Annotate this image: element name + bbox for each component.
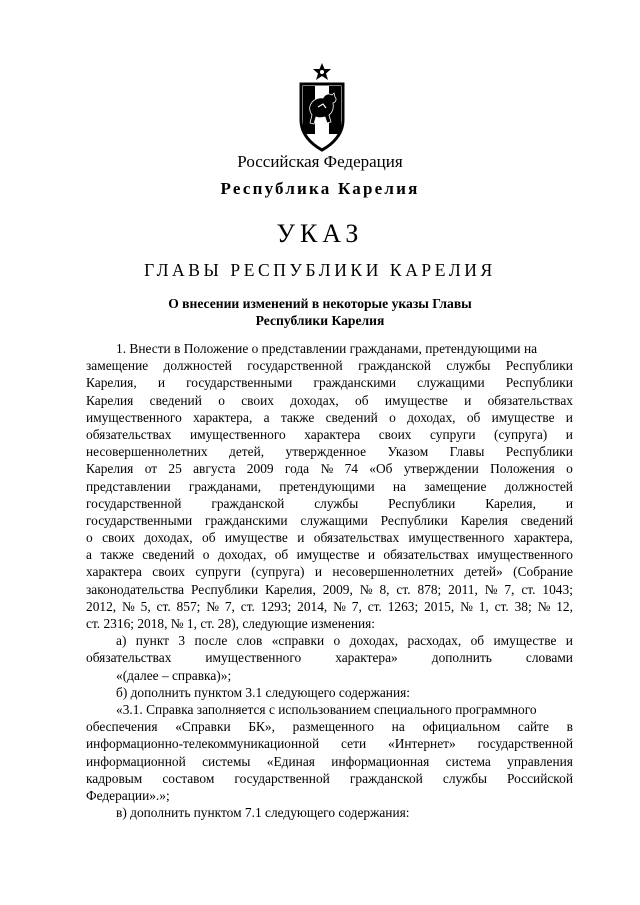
country-name: Российская Федерация <box>237 152 403 171</box>
body-word: своих <box>152 564 185 580</box>
body-word: государственной <box>477 736 573 752</box>
body-word: «(далее – справка)»; <box>116 667 232 683</box>
body-word: характера» <box>335 650 398 666</box>
body-line <box>86 563 573 580</box>
body-word: Карелия, <box>485 495 536 511</box>
body-word: Республики <box>191 581 259 597</box>
body-word: 2009 <box>246 461 274 477</box>
body-word: 857; <box>176 598 201 614</box>
body-line <box>86 460 573 477</box>
body-line <box>86 718 573 735</box>
body-word: детей, <box>229 444 265 460</box>
body-word: «Единая <box>266 753 315 769</box>
body-word: супруги <box>195 564 241 580</box>
body-word: официальном <box>422 719 501 735</box>
body-word: обязательствах <box>383 547 469 563</box>
body-word: Положения <box>490 461 555 477</box>
body-word: и <box>367 547 376 563</box>
body-word: ст. <box>156 598 171 614</box>
body-word: об <box>466 409 481 425</box>
body-word: имуществе <box>384 392 448 408</box>
body-line <box>86 615 573 632</box>
body-word: гражданскими <box>205 512 288 528</box>
body-word: Карелия, <box>265 581 316 597</box>
body-word: службы <box>446 358 491 374</box>
body-word: № <box>122 598 135 614</box>
body-word: Республики <box>380 512 448 528</box>
body-word: об <box>274 547 289 563</box>
body-word: года <box>284 461 310 477</box>
body-word: 25 <box>168 461 182 477</box>
body-word: должностей <box>504 478 573 494</box>
body-word: № <box>359 581 373 597</box>
body-word: характера, <box>513 530 573 546</box>
body-word: государственными <box>186 375 293 391</box>
body-word: № <box>320 461 334 477</box>
body-word: также <box>280 409 315 425</box>
body-line <box>86 667 573 684</box>
body-word: гражданами, <box>188 478 262 494</box>
body-word: кадровым <box>86 770 143 786</box>
body-word: 2009, <box>322 581 353 597</box>
body-word: доходах, <box>349 633 399 649</box>
body-word: супруги <box>429 426 476 442</box>
body-word: и <box>297 530 305 546</box>
body-word: несовершеннолетних <box>332 564 454 580</box>
body-line <box>86 804 573 821</box>
body-word: № <box>484 581 498 597</box>
body-word: государственными <box>86 512 193 528</box>
body-word: 5, <box>140 598 151 614</box>
body-word: (супруга) <box>494 426 548 442</box>
body-word: на <box>391 719 405 735</box>
body-word: и <box>314 564 322 580</box>
body-word: августа <box>193 461 236 477</box>
body-word: 7, <box>504 581 515 597</box>
body-word: Главы <box>449 444 485 460</box>
body-word: 1293; <box>260 598 292 614</box>
issuer-title: ГЛАВЫ РЕСПУБЛИКИ КАРЕЛИЯ <box>144 260 496 280</box>
body-word: о <box>202 547 210 563</box>
body-word: замещение <box>86 358 149 374</box>
body-line <box>86 443 573 460</box>
body-line <box>86 753 573 770</box>
body-word: ст. <box>396 581 411 597</box>
body-word: сайте <box>517 719 549 735</box>
body-word: сведений <box>149 392 202 408</box>
body-word: о <box>333 633 341 649</box>
body-word: управления <box>507 753 573 769</box>
body-word: «Интернет» <box>388 736 456 752</box>
body-line <box>86 478 573 495</box>
body-word: № <box>333 598 346 614</box>
body-line <box>86 357 573 374</box>
body-word: о <box>566 461 573 477</box>
body-line <box>86 787 573 804</box>
body-word: обеспечения <box>86 719 158 735</box>
document-subject <box>0 295 640 329</box>
body-word: Федерации».»; <box>86 787 170 803</box>
body-word: Республики <box>505 444 573 460</box>
body-word: доходах, <box>407 409 456 425</box>
body-line <box>86 392 573 409</box>
body-word: б) дополнить пунктом 3.1 следующего содержания: <box>116 684 410 700</box>
body-word: на <box>392 478 407 494</box>
body-line <box>86 701 573 718</box>
body-word: 878; <box>417 581 442 597</box>
body-word: служащими <box>300 512 368 528</box>
body-word: 2015, <box>424 598 455 614</box>
body-word: замещение <box>424 478 487 494</box>
body-word: доходах, <box>144 530 193 546</box>
body-word: Республики <box>505 375 573 391</box>
body-line <box>86 770 573 787</box>
body-word: и <box>565 409 573 425</box>
body-word: характера, <box>193 409 253 425</box>
body-word: БК», <box>248 719 275 735</box>
body-word: имуществе <box>493 633 557 649</box>
body-word: расходах, <box>407 633 462 649</box>
body-word: ст. <box>521 581 536 597</box>
body-word: пункт <box>135 633 170 649</box>
body-word: 2014, <box>297 598 328 614</box>
document-body <box>86 340 573 821</box>
body-word: сведений <box>520 512 573 528</box>
republic-of-karelia-coat-of-arms <box>296 62 348 154</box>
body-word: ст. <box>240 598 255 614</box>
body-word: также <box>100 547 134 563</box>
body-word: в <box>566 719 573 735</box>
body-word: имуществе <box>296 547 360 563</box>
body-word: ст. <box>494 598 509 614</box>
body-word: Карелия <box>86 461 134 477</box>
body-word: «3.1. Справка заполняется с использованием специального программного <box>116 701 537 717</box>
body-word: а <box>86 547 92 563</box>
body-word: имуществе <box>491 409 555 425</box>
body-line <box>86 632 573 649</box>
body-word: утвержденное <box>285 444 367 460</box>
body-word: составом <box>162 770 215 786</box>
body-word: Указом <box>387 444 429 460</box>
body-line <box>86 340 573 357</box>
body-word: в) дополнить пунктом 7.1 следующего содержания: <box>116 805 410 821</box>
body-word: имущественного <box>189 426 286 442</box>
body-word: и <box>565 633 573 649</box>
body-word: Карелия <box>86 392 134 408</box>
body-word: после <box>194 633 228 649</box>
body-word: № <box>537 598 551 614</box>
body-word: об <box>355 392 369 408</box>
body-word: дополнить <box>431 650 492 666</box>
body-word: Карелия, <box>86 375 137 391</box>
body-word: и <box>565 426 573 442</box>
body-line <box>86 512 573 529</box>
body-line <box>86 409 573 426</box>
body-word: (Собрание <box>513 564 573 580</box>
body-word: гражданской <box>211 495 285 511</box>
body-word: 74 <box>344 461 358 477</box>
body-word: словами <box>525 650 573 666</box>
body-word: 2012, <box>86 598 117 614</box>
body-word: сведений <box>142 547 195 563</box>
body-word: доходах, <box>290 392 339 408</box>
body-word: 1263; <box>387 598 419 614</box>
body-word: 7, <box>351 598 362 614</box>
body-word: обязательствах <box>487 392 573 408</box>
body-line <box>86 546 573 563</box>
body-word: размещенного <box>292 719 374 735</box>
body-word: обязательствах <box>313 530 400 546</box>
body-word: имущественного <box>408 530 505 546</box>
body-word: и <box>157 375 165 391</box>
body-word: имуществе <box>224 530 288 546</box>
body-word: «Справки <box>175 719 231 735</box>
body-word: «справки <box>271 633 325 649</box>
body-word: системы <box>202 753 251 769</box>
body-line <box>86 426 573 443</box>
body-word: обязательствах <box>86 426 172 442</box>
body-word: имущественного <box>205 650 302 666</box>
body-word: службы <box>442 770 487 786</box>
body-word: своих <box>378 426 412 442</box>
body-word: ст. 2316; 2018, № 1, ст. 28), следующие изменения: <box>86 616 376 631</box>
body-word: сведений <box>325 409 378 425</box>
body-word: 2011, <box>448 581 478 597</box>
body-word: утверждении <box>403 461 479 477</box>
body-word: претендующими <box>279 478 375 494</box>
body-word: служащими <box>417 375 485 391</box>
republic-name: Республика Карелия <box>220 179 420 198</box>
body-word: несовершеннолетних <box>86 444 208 460</box>
body-word: об <box>202 530 216 546</box>
body-word: 1, <box>478 598 489 614</box>
body-word: сети <box>341 736 367 752</box>
body-word: 7, <box>224 598 235 614</box>
body-word: детей» <box>464 564 503 580</box>
body-word: информационная <box>331 753 430 769</box>
body-word: своих <box>102 530 135 546</box>
body-word: 3 <box>178 633 186 649</box>
body-word: (супруга) <box>251 564 305 580</box>
body-word: государственной <box>234 770 330 786</box>
body-word: 1. Внести в Положение о представлении гражданами, претендующими на <box>116 341 538 356</box>
body-word: о <box>218 392 225 408</box>
body-word: от <box>144 461 158 477</box>
body-word: гражданской <box>349 770 423 786</box>
body-line <box>86 649 573 666</box>
body-word: 1043; <box>542 581 573 597</box>
body-line <box>86 735 573 752</box>
body-word: и <box>464 392 472 408</box>
body-word: информационно-телекоммуникационной <box>86 736 320 752</box>
body-word: Карелия <box>460 512 508 528</box>
body-word: государственной <box>86 495 182 511</box>
document-type: УКАЗ <box>276 219 364 248</box>
body-word: гражданской <box>358 358 432 374</box>
subject-line: О внесении изменений в некоторые указы Главы <box>168 296 472 311</box>
body-word: 38; <box>514 598 532 614</box>
body-word: законодательства <box>86 581 185 597</box>
subject-line: Республики Карелия <box>255 313 385 328</box>
body-word: № <box>460 598 473 614</box>
body-word: своих <box>241 392 274 408</box>
body-word: государственной <box>247 358 343 374</box>
body-word: о <box>86 530 93 546</box>
body-word: а <box>263 409 270 425</box>
body-line <box>86 598 573 615</box>
body-word: характера <box>86 564 142 580</box>
body-word: Республики <box>388 495 456 511</box>
body-word: о <box>389 409 396 425</box>
body-word: информационной <box>86 753 186 769</box>
body-word: 12, <box>556 598 573 614</box>
body-word: система <box>445 753 491 769</box>
body-word: а) <box>116 633 127 649</box>
body-word: об <box>470 633 485 649</box>
body-word: ст. <box>367 598 382 614</box>
body-word: характера <box>304 426 361 442</box>
body-word: обязательствах <box>86 650 172 666</box>
body-word: и <box>565 495 573 511</box>
body-word: Республики <box>505 358 573 374</box>
body-line <box>86 374 573 391</box>
body-word: представлении <box>86 478 171 494</box>
body-word: «Об <box>369 461 393 477</box>
star-icon <box>313 63 331 80</box>
body-word: имущественного <box>477 547 573 563</box>
body-line <box>86 684 573 701</box>
body-line <box>86 529 573 546</box>
body-word: слов <box>236 633 263 649</box>
body-word: службы <box>314 495 359 511</box>
body-word: доходах, <box>217 547 267 563</box>
body-word: № <box>206 598 219 614</box>
body-word: имущественного <box>86 409 182 425</box>
body-line <box>86 495 573 512</box>
body-word: 8, <box>379 581 390 597</box>
body-word: Российской <box>507 770 573 786</box>
body-line <box>86 581 573 598</box>
body-word: должностей <box>163 358 232 374</box>
body-word: гражданскими <box>313 375 397 391</box>
